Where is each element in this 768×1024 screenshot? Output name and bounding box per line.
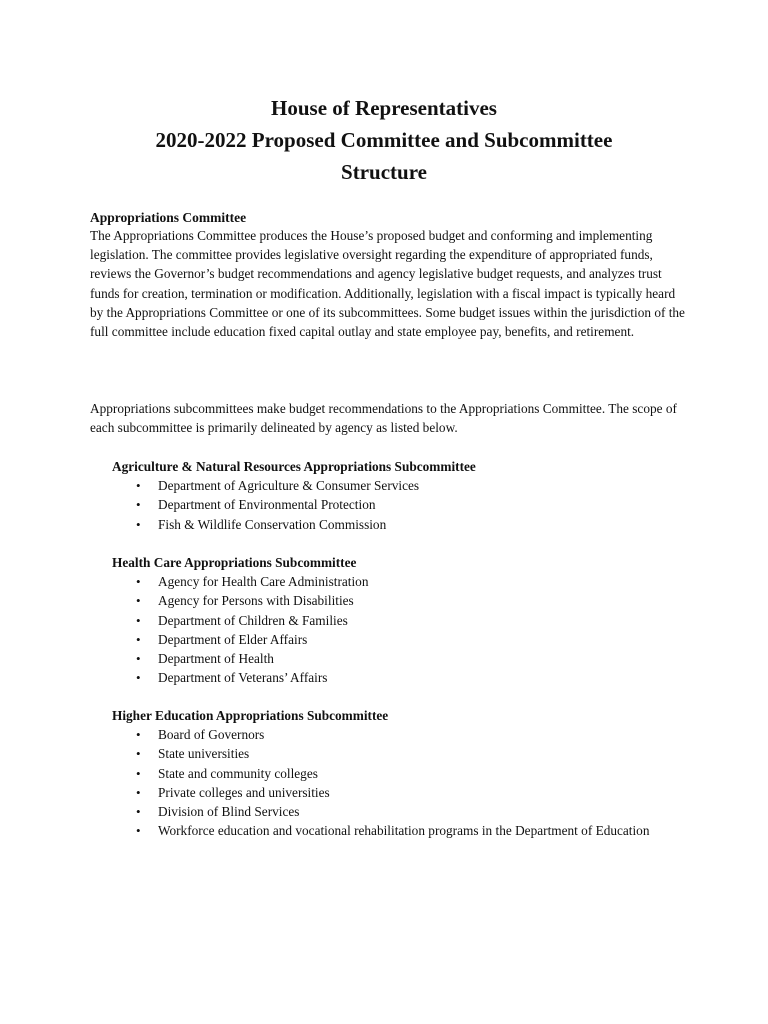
subcommittee-title: Agriculture & Natural Resources Appropriations Subcommittee xyxy=(112,459,476,474)
list-item: • Department of Veterans’ Affairs xyxy=(112,668,712,687)
bullet-icon: • xyxy=(136,497,141,513)
subcommittee-title: Health Care Appropriations Subcommittee xyxy=(112,555,357,570)
list-item: • Department of Health xyxy=(112,649,712,668)
bullet-icon: • xyxy=(136,823,141,839)
bullet-icon: • xyxy=(136,651,141,667)
list-item: • Department of Elder Affairs xyxy=(112,630,712,649)
subcommittee-title: Higher Education Appropriations Subcommittee xyxy=(112,708,389,723)
list-item: • Private colleges and universities xyxy=(112,783,712,802)
subcommittee-higher-education xyxy=(112,706,712,840)
bullet-icon: • xyxy=(136,631,141,647)
bullet-icon: • xyxy=(136,784,141,800)
bullet-icon: • xyxy=(136,746,141,762)
list-item: • State and community colleges xyxy=(112,764,712,783)
list-item: • Fish & Wildlife Conservation Commission xyxy=(112,515,712,534)
list-item: • Division of Blind Services xyxy=(112,802,712,821)
bullet-icon: • xyxy=(136,593,141,609)
bullet-icon: • xyxy=(136,727,141,743)
bullet-icon: • xyxy=(136,574,141,590)
bullet-icon: • xyxy=(136,765,141,781)
document-title-line-3: Structure xyxy=(341,160,427,184)
subcommittee-health-care xyxy=(112,553,712,687)
list-item: • Department of Agriculture & Consumer Services xyxy=(112,476,712,495)
subcommittees-intro-paragraph: Appropriations subcommittees make budget recommendations to the Appropriations Committee. The scope of each subcommittee is primarily delineated by agency as listed below. xyxy=(90,401,677,436)
appropriations-description-paragraph: The Appropriations Committee produces the House’s proposed budget and conforming and implementing legislation. The committee provides legislative oversight regarding the expenditure of appropriated funds, reviews the Governor’s budget recommendations and agency legislative budget requests, and analyzes trust funds for creation, termination or modification. Additionally, legislation with a fiscal impact is typically heard by the Appropriations Committee or one of its subcommittees. Some budget issues within the jurisdiction of the full committee include education fixed capital outlay and state employee pay, benefits, and retirement. xyxy=(90,228,685,340)
agency-list xyxy=(112,476,712,534)
document-title-line-1: House of Representatives xyxy=(271,96,497,120)
subcommittee-agriculture xyxy=(112,457,712,534)
agency-list xyxy=(112,725,712,840)
list-item: • Board of Governors xyxy=(112,725,712,744)
list-item: • Department of Environmental Protection xyxy=(112,495,712,514)
list-item: • Agency for Health Care Administration xyxy=(112,572,712,591)
bullet-icon: • xyxy=(136,612,141,628)
bullet-icon: • xyxy=(136,670,141,686)
bullet-icon: • xyxy=(136,478,141,494)
bullet-icon: • xyxy=(136,804,141,820)
list-item: • State universities xyxy=(112,744,712,763)
list-item: • Department of Children & Families xyxy=(112,611,712,630)
list-item: • Workforce education and vocational rehabilitation programs in the Department of Education xyxy=(112,821,712,840)
bullet-icon: • xyxy=(136,516,141,532)
list-item: • Agency for Persons with Disabilities xyxy=(112,591,712,610)
agency-list xyxy=(112,572,712,687)
document-title-line-2: 2020-2022 Proposed Committee and Subcommittee xyxy=(155,128,613,152)
appropriations-committee-heading: Appropriations Committee xyxy=(90,210,247,225)
